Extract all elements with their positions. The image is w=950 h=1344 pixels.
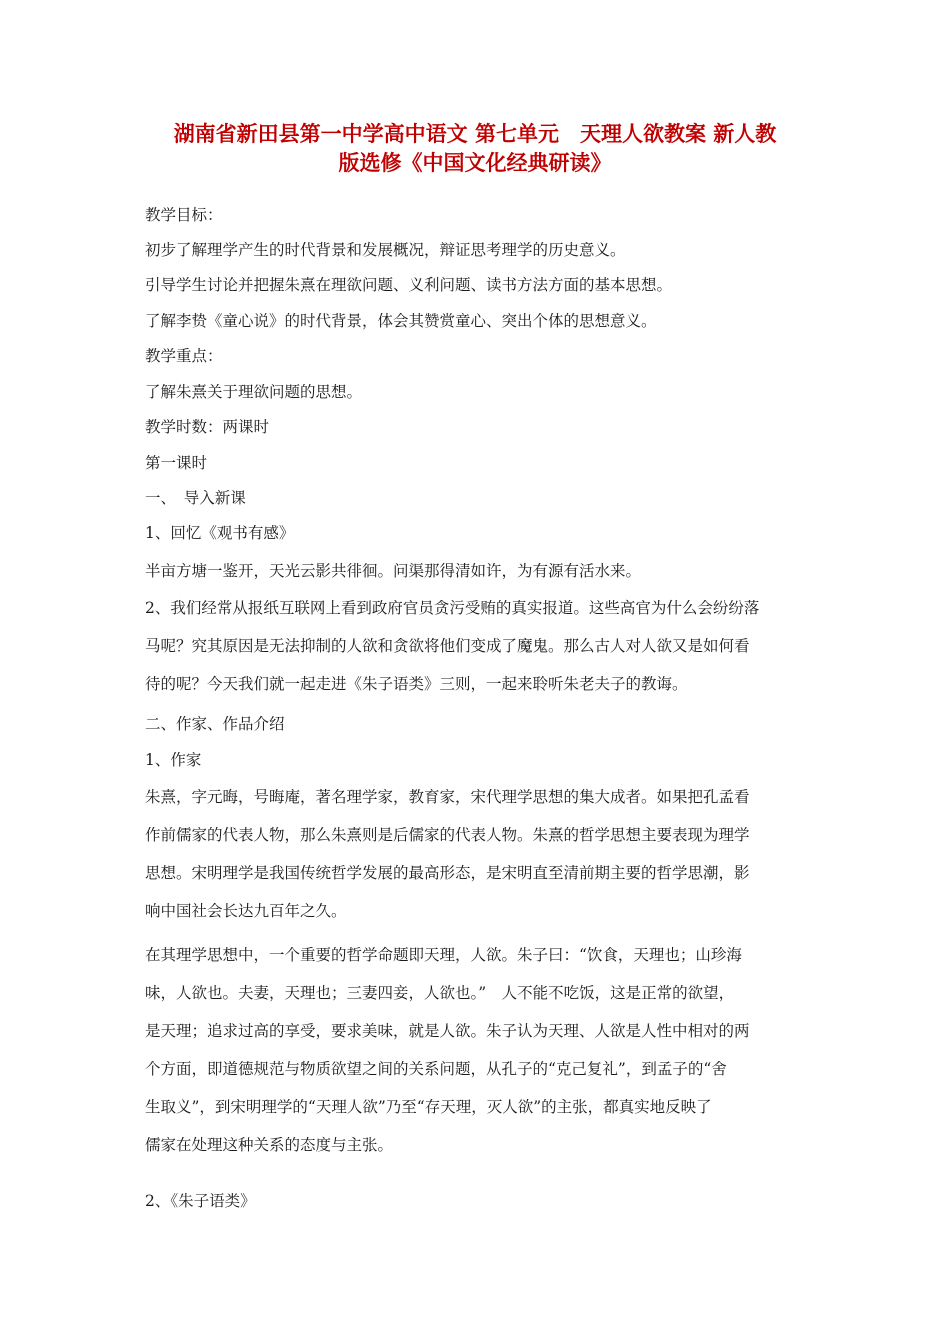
intro-line: 待的呢？今天我们就一起走进《朱子语类》三则，一起来聆听朱老夫子的教诲。 [145, 675, 688, 693]
theory-line: 个方面，即道德规范与物质欲望之间的关系问题，从孔子的“克己复礼”，到孟子的“舍 [145, 1060, 727, 1078]
theory-line: 是天理；追求过高的享受，要求美味，就是人欲。朱子认为天理、人欲是人性中相对的两 [145, 1022, 750, 1040]
objective-1: 初步了解理学产生的时代背景和发展概况，辩证思考理学的历史意义。 [145, 241, 626, 259]
item-2-2: 2、《朱子语类》 [145, 1192, 256, 1210]
key-points-heading: 教学重点： [145, 347, 223, 365]
author-line: 朱熹，字元晦，号晦庵，著名理学家，教育家，宋代理学思想的集大成者。如果把孔孟看 [145, 788, 750, 806]
theory-line: 生取义”，到宋明理学的“天理人欲”乃至“存天理，灭人欲”的主张，都真实地反映了 [145, 1098, 712, 1116]
intro-paragraph [145, 589, 810, 703]
section-2-heading: 二、作家、作品介绍 [145, 715, 285, 733]
theory-line: 在其理学思想中，一个重要的哲学命题即天理，人欲。朱子曰：“饮食，天理也；山珍海 [145, 946, 742, 964]
title-line-2: 版选修《中国文化经典研读》 [338, 151, 612, 175]
item-2-1: 1、作家 [145, 751, 202, 769]
title-line-1: 湖南省新田县第一中学高中语文 第七单元 天理人欲教案 新人教 [173, 122, 777, 146]
document-title [140, 120, 810, 178]
poem-text: 半亩方塘一鉴开，天光云影共徘徊。问渠那得清如许，为有源有活水来。 [145, 562, 642, 580]
intro-line: 马呢？究其原因是无法抑制的人欲和贪欲将他们变成了魔鬼。那么古人对人欲又是如何看 [145, 637, 750, 655]
section-1-heading: 一、 导入新课 [145, 489, 246, 507]
teaching-hours: 教学时数：两课时 [145, 418, 270, 436]
author-line: 作前儒家的代表人物，那么朱熹则是后儒家的代表人物。朱熹的哲学思想主要表现为理学 [145, 826, 750, 844]
objectives-heading: 教学目标： [145, 206, 223, 224]
item-1-1: 1、回忆《观书有感》 [145, 524, 295, 542]
lesson-1-heading: 第一课时 [145, 454, 208, 472]
author-paragraph [145, 778, 810, 930]
author-line: 响中国社会长达九百年之久。 [145, 902, 347, 920]
objective-3: 了解李贽《童心说》的时代背景，体会其赞赏童心、突出个体的思想意义。 [145, 312, 657, 330]
theory-paragraph [145, 936, 810, 1164]
objective-2: 引导学生讨论并把握朱熹在理欲问题、义利问题、读书方法方面的基本思想。 [145, 276, 673, 294]
author-line: 思想。宋明理学是我国传统哲学发展的最高形态，是宋明直至清前期主要的哲学思潮，影 [145, 864, 750, 882]
theory-line: 儒家在处理这种关系的态度与主张。 [145, 1136, 394, 1154]
intro-line: 2、我们经常从报纸互联网上看到政府官员贪污受贿的真实报道。这些高官为什么会纷纷落 [145, 599, 760, 617]
theory-line: 味，人欲也。夫妻，天理也；三妻四妾，人欲也。” 人不能不吃饭，这是正常的欲望， [145, 984, 735, 1002]
key-point: 了解朱熹关于理欲问题的思想。 [145, 383, 363, 401]
